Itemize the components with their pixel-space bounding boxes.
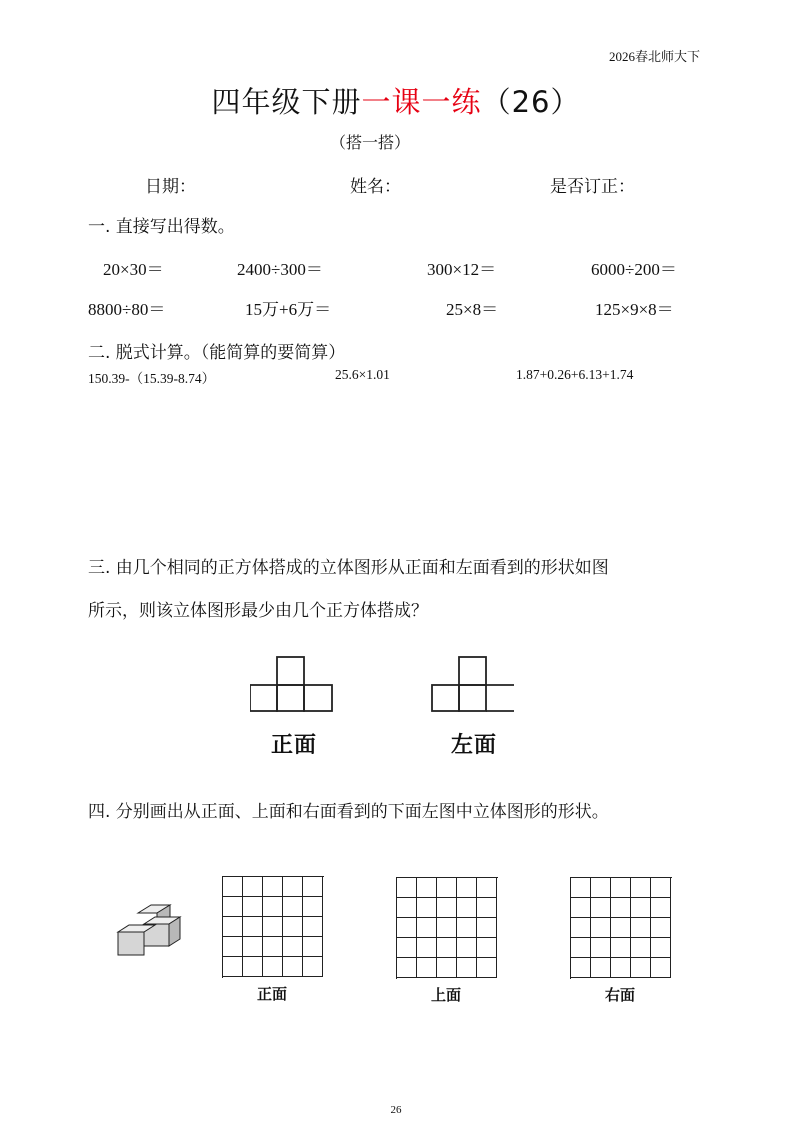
front-view-caption: 正面 xyxy=(271,733,318,758)
grid-cell[interactable] xyxy=(477,938,497,958)
grid-cell[interactable] xyxy=(591,898,611,918)
grid-cell[interactable] xyxy=(631,878,651,898)
left-view-square xyxy=(459,685,486,711)
grid-cell[interactable] xyxy=(571,918,591,938)
mental-math-item: 25×8＝ xyxy=(446,300,499,319)
title-suffix: （26） xyxy=(481,85,581,119)
grid-cell[interactable] xyxy=(417,958,437,978)
grid-cell[interactable] xyxy=(477,878,497,898)
mental-math-item: 6000÷200＝ xyxy=(591,260,677,279)
grid-cell[interactable] xyxy=(437,938,457,958)
grid-cell[interactable] xyxy=(591,958,611,978)
calculation-problem: 25.6×1.01 xyxy=(335,367,390,382)
grid-cell[interactable] xyxy=(437,918,457,938)
mental-math-item: 15万+6万＝ xyxy=(245,300,332,319)
grid-cell[interactable] xyxy=(223,897,243,917)
grid-cell[interactable] xyxy=(651,938,671,958)
grid-cell[interactable] xyxy=(651,898,671,918)
grid-cell[interactable] xyxy=(571,958,591,978)
grid-cell[interactable] xyxy=(631,958,651,978)
grid-cell[interactable] xyxy=(611,938,631,958)
grid-cell[interactable] xyxy=(303,957,323,977)
grid-cell[interactable] xyxy=(303,917,323,937)
front-view-drawing-grid[interactable] xyxy=(222,876,324,978)
left-view-caption: 左面 xyxy=(451,733,498,758)
grid-cell[interactable] xyxy=(611,918,631,938)
mental-math-item: 125×9×8＝ xyxy=(595,300,674,319)
grid-cell[interactable] xyxy=(263,957,283,977)
edition-label: 2026春北师大下 xyxy=(608,49,700,64)
grid-cell[interactable] xyxy=(457,958,477,978)
grid-cell[interactable] xyxy=(417,878,437,898)
grid-cell[interactable] xyxy=(611,898,631,918)
grid-cell[interactable] xyxy=(397,938,417,958)
grid-cell[interactable] xyxy=(651,958,671,978)
grid-cell[interactable] xyxy=(437,878,457,898)
section-1-heading: 一. 直接写出得数。 xyxy=(88,217,235,237)
grid-cell[interactable] xyxy=(263,917,283,937)
grid-cell[interactable] xyxy=(457,898,477,918)
grid-cell[interactable] xyxy=(631,918,651,938)
grid-cell[interactable] xyxy=(631,938,651,958)
grid-cell[interactable] xyxy=(457,918,477,938)
mental-math-item: 2400÷300＝ xyxy=(237,260,323,279)
grid-cell[interactable] xyxy=(571,878,591,898)
grid-cell[interactable] xyxy=(477,918,497,938)
grid-cell[interactable] xyxy=(611,878,631,898)
right-grid-caption: 右面 xyxy=(605,986,636,1004)
left-view-square xyxy=(432,685,459,711)
left-view-figure xyxy=(430,655,516,713)
grid-cell[interactable] xyxy=(397,918,417,938)
front-view-square xyxy=(277,685,304,711)
grid-cell[interactable] xyxy=(263,877,283,897)
date-field-label: 日期： xyxy=(145,177,196,197)
grid-cell[interactable] xyxy=(223,937,243,957)
mental-math-item: 8800÷80＝ xyxy=(88,300,166,319)
grid-cell[interactable] xyxy=(283,897,303,917)
grid-cell[interactable] xyxy=(263,897,283,917)
grid-cell[interactable] xyxy=(631,898,651,918)
grid-cell[interactable] xyxy=(437,898,457,918)
grid-cell[interactable] xyxy=(477,898,497,918)
grid-cell[interactable] xyxy=(611,958,631,978)
grid-cell[interactable] xyxy=(397,958,417,978)
name-field-label: 姓名： xyxy=(350,177,401,197)
grid-cell[interactable] xyxy=(223,917,243,937)
grid-cell[interactable] xyxy=(283,877,303,897)
cube-front-face xyxy=(118,932,144,955)
section-3-text-line-1: 三. 由几个相同的正方体搭成的立体图形从正面和左面看到的形状如图 xyxy=(88,558,609,578)
grid-cell[interactable] xyxy=(243,877,263,897)
grid-cell[interactable] xyxy=(243,917,263,937)
top-view-drawing-grid[interactable] xyxy=(396,877,498,979)
grid-cell[interactable] xyxy=(283,937,303,957)
page-title xyxy=(0,80,792,121)
correction-field-label: 是否订正： xyxy=(550,177,635,197)
calculation-problem: 150.39-（15.39-8.74） xyxy=(88,371,216,386)
page-subtitle: （搭一搭） xyxy=(330,133,411,152)
grid-cell[interactable] xyxy=(263,937,283,957)
mental-math-item: 20×30＝ xyxy=(103,260,164,279)
grid-cell[interactable] xyxy=(477,958,497,978)
grid-cell[interactable] xyxy=(571,898,591,918)
grid-cell[interactable] xyxy=(283,917,303,937)
section-3-text-line-2: 所示，则该立体图形最少由几个正方体搭成？ xyxy=(88,601,428,621)
left-view-square xyxy=(459,657,486,685)
grid-cell[interactable] xyxy=(283,957,303,977)
right-view-drawing-grid[interactable] xyxy=(570,877,672,979)
grid-cell[interactable] xyxy=(303,937,323,957)
front-view-square xyxy=(304,685,332,711)
section-4-heading: 四. 分别画出从正面、上面和右面看到的下面左图中立体图形的形状。 xyxy=(88,802,609,822)
grid-cell[interactable] xyxy=(243,957,263,977)
grid-cell[interactable] xyxy=(591,938,611,958)
title-prefix: 四年级下册 xyxy=(211,85,362,119)
grid-cell[interactable] xyxy=(651,918,671,938)
grid-cell[interactable] xyxy=(417,898,437,918)
calculation-problem: 1.87+0.26+6.13+1.74 xyxy=(516,367,634,382)
grid-cell[interactable] xyxy=(591,878,611,898)
grid-cell[interactable] xyxy=(457,878,477,898)
isometric-cube-figure xyxy=(110,895,190,965)
grid-cell[interactable] xyxy=(417,938,437,958)
title-accent: 一课一练 xyxy=(361,85,482,119)
grid-cell[interactable] xyxy=(223,877,243,897)
front-view-square xyxy=(277,657,304,685)
grid-cell[interactable] xyxy=(397,878,417,898)
section-2-heading: 二. 脱式计算。（能简算的要简算） xyxy=(88,343,346,363)
grid-cell[interactable] xyxy=(437,958,457,978)
grid-cell[interactable] xyxy=(571,938,591,958)
grid-cell[interactable] xyxy=(243,937,263,957)
page-number: 26 xyxy=(390,1104,402,1116)
grid-cell[interactable] xyxy=(303,877,323,897)
front-view-square xyxy=(250,685,277,711)
grid-cell[interactable] xyxy=(651,878,671,898)
grid-cell[interactable] xyxy=(397,898,417,918)
mental-math-item: 300×12＝ xyxy=(427,260,497,279)
grid-cell[interactable] xyxy=(457,938,477,958)
grid-cell[interactable] xyxy=(223,957,243,977)
grid-cell[interactable] xyxy=(303,897,323,917)
front-grid-caption: 正面 xyxy=(257,985,288,1003)
top-grid-caption: 上面 xyxy=(431,986,462,1004)
grid-cell[interactable] xyxy=(591,918,611,938)
grid-cell[interactable] xyxy=(243,897,263,917)
grid-cell[interactable] xyxy=(417,918,437,938)
front-view-figure xyxy=(250,655,336,713)
